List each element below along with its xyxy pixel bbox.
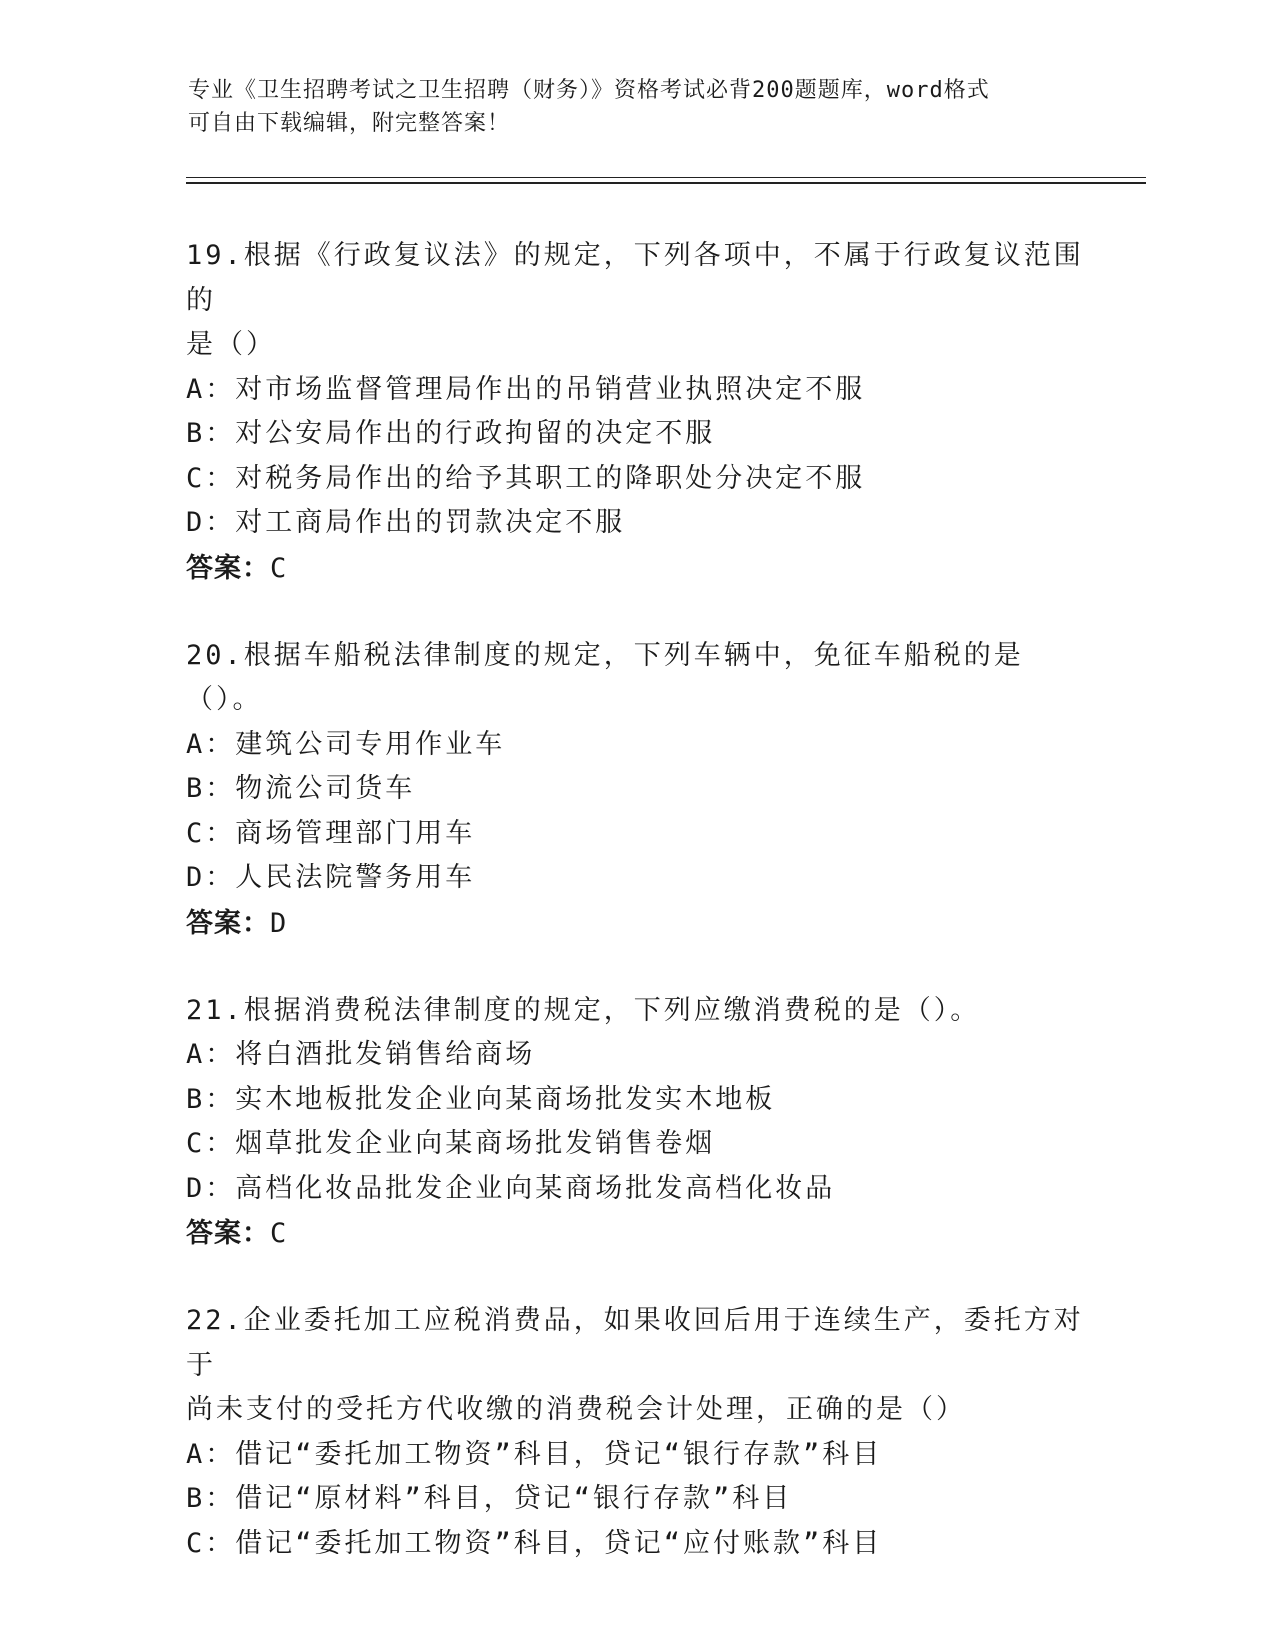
header-divider-thin (186, 177, 1146, 178)
answer-option: C：借记“委托加工物资”科目，贷记“应付账款”科目 (186, 1527, 883, 1559)
question-text: 是（） (186, 329, 276, 360)
answer-value: C (270, 1218, 288, 1249)
answer-option: B：实木地板批发企业向某商场批发实木地板 (186, 1083, 776, 1115)
answer-label: 答案： (186, 1218, 270, 1249)
question-block (186, 989, 1086, 1258)
answer-label: 答案： (186, 552, 270, 584)
question-block (186, 1299, 1086, 1566)
answer-option: A：建筑公司专用作业车 (186, 728, 506, 760)
answer-line (186, 901, 1086, 947)
header-line-1: 专业《卫生招聘考试之卫生招聘（财务）》资格考试必背200题题库，word格式 (188, 78, 990, 103)
answer-option: B：对公安局作出的行政拘留的决定不服 (186, 418, 716, 449)
answer-value: C (270, 552, 288, 584)
answer-option: D：高档化妆品批发企业向某商场批发高档化妆品 (186, 1172, 836, 1204)
answer-option: C：烟草批发企业向某商场批发销售卷烟 (186, 1128, 716, 1159)
answer-line (186, 546, 1086, 592)
document-header (188, 74, 1088, 140)
header-divider-thick (186, 182, 1146, 184)
answer-option: A：将白酒批发销售给商场 (186, 1039, 536, 1070)
answer-option: D：人民法院警务用车 (186, 862, 476, 893)
question-text: 尚未支付的受托方代收缴的消费税会计处理，正确的是（） (186, 1394, 966, 1425)
answer-option: C：商场管理部门用车 (186, 817, 476, 849)
answer-option: A：借记“委托加工物资”科目，贷记“银行存款”科目 (186, 1438, 883, 1470)
header-line-2: 可自由下载编辑，附完整答案！ (188, 111, 511, 136)
answer-label: 答案： (186, 907, 270, 939)
answer-option: B：物流公司货车 (186, 773, 416, 804)
question-block (186, 634, 1086, 947)
answer-value: D (270, 907, 288, 939)
question-text: 22.企业委托加工应税消费品，如果收回后用于连续生产，委托方对于 (186, 1305, 1084, 1381)
question-block (186, 234, 1086, 592)
answer-option: B：借记“原材料”科目，贷记“银行存款”科目 (186, 1483, 793, 1514)
question-text: 20.根据车船税法律制度的规定，下列车辆中，免征车船税的是（）。 (186, 639, 1024, 715)
question-text: 19.根据《行政复议法》的规定，下列各项中，不属于行政复议范围的 (186, 240, 1084, 316)
answer-option: D：对工商局作出的罚款决定不服 (186, 507, 626, 538)
answer-option: A：对市场监督管理局作出的吊销营业执照决定不服 (186, 373, 866, 405)
answer-line (186, 1211, 1086, 1257)
question-list (186, 234, 1086, 1608)
question-text: 21.根据消费税法律制度的规定，下列应缴消费税的是（）。 (186, 994, 981, 1026)
answer-option: C：对税务局作出的给予其职工的降职处分决定不服 (186, 462, 866, 494)
